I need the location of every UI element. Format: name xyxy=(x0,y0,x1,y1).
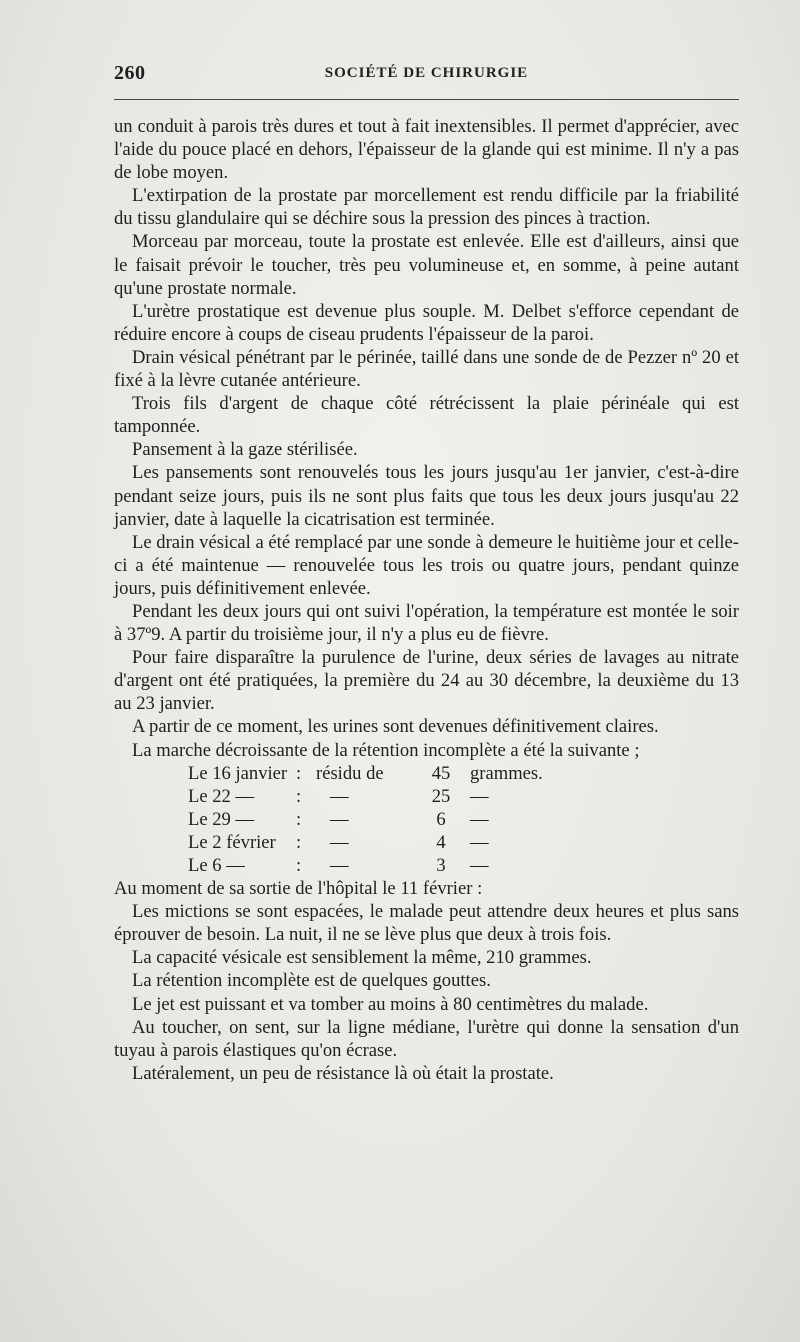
page-number: 260 xyxy=(114,62,146,84)
paragraph: Latéralement, un peu de résistance là où était la prostate. xyxy=(132,1062,554,1084)
table-cell-colon: : xyxy=(296,808,302,830)
table-row xyxy=(188,762,543,785)
table-cell-unit: — xyxy=(470,808,489,830)
paragraph: un conduit à parois très dures et tout à fait inextensibles. Il permet d'apprécier, avec l'aide du pouce placé en dehors, l'épaisseur de la glande qui est minime. Il n'y a pas de lobe moyen. xyxy=(114,116,739,184)
table-cell-label: — xyxy=(330,808,349,830)
table-cell-day: Le 22 — xyxy=(188,785,255,807)
running-title: SOCIÉTÉ DE CHIRURGIE xyxy=(324,65,529,81)
paragraph: Au toucher, on sent, sur la ligne médiane, l'urètre qui donne la sensation d'un tuyau à parois élastiques qu'on écrase. xyxy=(114,1016,739,1061)
table-cell-label: — xyxy=(330,831,349,853)
table-cell-day: Le 29 — xyxy=(188,808,255,830)
table-cell-label: résidu de xyxy=(316,762,384,784)
table-cell-value: 25 xyxy=(431,785,451,807)
paragraph: La capacité vésicale est sensiblement la même, 210 grammes. xyxy=(132,947,592,969)
table-cell-label: — xyxy=(330,785,349,807)
table-cell-colon: : xyxy=(296,831,302,853)
paragraph: Pour faire disparaître la purulence de l'urine, deux séries de lavages au nitrate d'argent ont été pratiquées, la première du 24 au 30 décembre, la deuxième du 13 au 23 janvier. xyxy=(114,647,739,715)
body-text xyxy=(114,115,739,1085)
header-rule xyxy=(114,99,739,100)
table-row xyxy=(188,785,543,808)
table-cell-colon: : xyxy=(296,762,302,784)
table-row xyxy=(188,808,543,831)
paragraph: La rétention incomplète est de quelques gouttes. xyxy=(132,970,491,992)
paragraph: L'extirpation de la prostate par morcellement est rendu difficile par la friabilité du tissu glandulaire qui se déchire sous la pression des pinces à traction. xyxy=(114,185,739,230)
table-cell-colon: : xyxy=(296,785,302,807)
paragraph: Les mictions se sont espacées, le malade peut attendre deux heures et plus sans éprouver de besoin. La nuit, il ne se lève plus que deux à trois fois. xyxy=(114,901,739,946)
table-cell-label: — xyxy=(330,855,349,876)
paragraph: Au moment de sa sortie de l'hôpital le 11 février : xyxy=(114,878,483,900)
paragraph: Trois fils d'argent de chaque côté rétrécissent la plaie périnéale qui est tamponnée. xyxy=(114,393,739,438)
table-cell-unit: — xyxy=(470,831,489,853)
table-cell-day: Le 16 janvier xyxy=(188,762,288,784)
table-row xyxy=(188,854,543,877)
paragraph: Pansement à la gaze stérilisée. xyxy=(132,439,358,461)
table-row xyxy=(188,831,543,854)
paragraph: Les pansements sont renouvelés tous les jours jusqu'au 1er janvier, c'est-à-dire pendant seize jours, puis ils ne sont plus faits que tous les deux jours jusqu'au 22 janvier, date à laquelle la cicatrisation est terminée. xyxy=(114,462,739,530)
table-cell-day: Le 6 — xyxy=(188,855,245,876)
table-cell-unit: — xyxy=(470,785,489,807)
retention-table xyxy=(188,762,543,877)
paragraph: L'urètre prostatique est devenue plus souple. M. Delbet s'efforce cependant de réduire encore à coups de ciseau prudents l'épaisseur de la paroi. xyxy=(114,300,739,345)
paragraph: Le jet est puissant et va tomber au moins à 80 centimètres du malade. xyxy=(132,993,649,1015)
paragraph: Morceau par morceau, toute la prostate est enlevée. Elle est d'ailleurs, ainsi que le faisait prévoir le toucher, très peu volumineuse et, en somme, à peine autant qu'une prostate normale. xyxy=(114,231,739,299)
table-cell-day: Le 2 février xyxy=(188,831,276,853)
paragraph: Le drain vésical a été remplacé par une sonde à demeure le huitième jour et celle-ci a été maintenue — renouvelée tous les trois ou quatre jours, pendant quinze jours, puis définitivement enlevée. xyxy=(114,531,739,599)
table-cell-value: 6 xyxy=(436,808,446,830)
paragraph: La marche décroissante de la rétention incomplète a été la suivante ; xyxy=(132,739,640,761)
table-cell-unit: grammes. xyxy=(470,762,543,784)
table-cell-value: 45 xyxy=(431,762,451,784)
paragraph: A partir de ce moment, les urines sont devenues définitivement claires. xyxy=(132,716,659,738)
paragraph: Drain vésical pénétrant par le périnée, taillé dans une sonde de de Pezzer nº 20 et fixé à la lèvre cutanée antérieure. xyxy=(114,346,739,392)
table-cell-colon: : xyxy=(296,855,302,876)
table-cell-value: 4 xyxy=(436,831,446,853)
table-cell-unit: — xyxy=(470,855,489,876)
paragraph: Pendant les deux jours qui ont suivi l'opération, la température est montée le soir à 37º9. A partir du troisième jour, il n'y a plus eu de fièvre. xyxy=(114,600,739,646)
table-cell-value: 3 xyxy=(436,855,446,876)
page-header xyxy=(114,62,739,88)
